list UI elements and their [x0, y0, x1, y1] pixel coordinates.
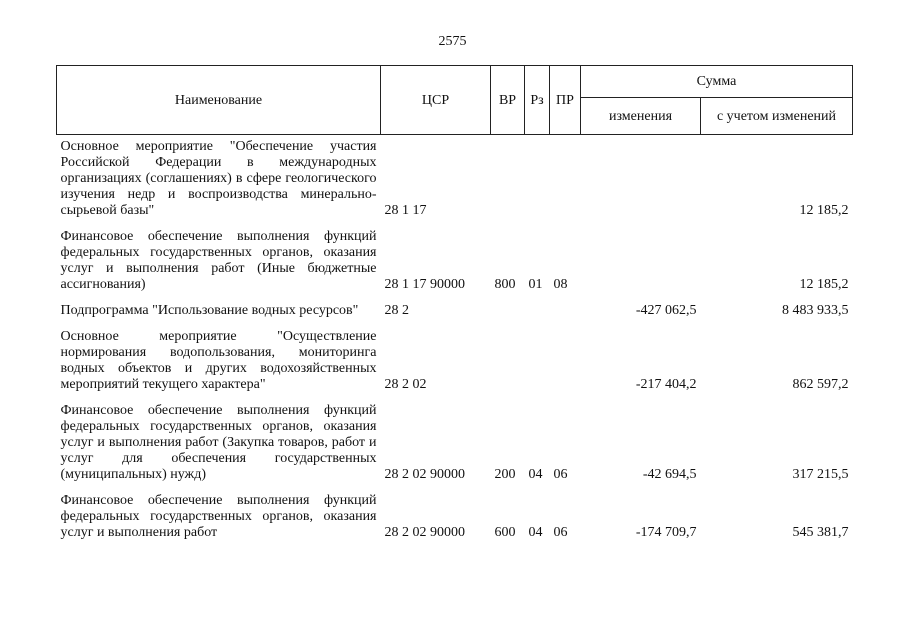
header-rz: Рз — [525, 66, 550, 135]
row-vr: 200 — [494, 467, 516, 482]
row-change: -174 709,7 — [635, 525, 697, 540]
row-rz: 04 — [528, 467, 543, 482]
table-header — [57, 66, 853, 135]
table-row — [57, 403, 853, 493]
table-row — [57, 229, 853, 303]
row-change — [581, 135, 701, 230]
table-row — [57, 493, 853, 551]
row-rz: 04 — [528, 525, 543, 540]
row-csr: 28 2 02 90000 — [384, 467, 465, 482]
page-number: 2575 — [438, 34, 467, 49]
row-pr: 06 — [553, 525, 568, 540]
row-vr: 800 — [494, 277, 516, 292]
row-pr — [550, 329, 581, 403]
row-rz — [525, 135, 550, 230]
table-body — [57, 135, 853, 552]
row-vr — [491, 329, 525, 403]
budget-table — [56, 65, 853, 551]
row-name: Финансовое обеспечение выполнения функций федеральных государственных органов, оказания услуг и выполнения работ (Иные бюджетные ассигнования) — [60, 229, 377, 292]
row-pr: 08 — [553, 277, 568, 292]
row-total: 12 185,2 — [799, 277, 849, 292]
row-rz — [525, 303, 550, 329]
row-name: Финансовое обеспечение выполнения функций федеральных государственных органов, оказания услуг и выполнения работ (Закупка товаров, работ и услуг для обеспечения государственных (муниципальных) нужд) — [60, 403, 377, 482]
table-row — [57, 329, 853, 403]
row-csr: 28 1 17 — [384, 203, 427, 218]
row-name: Основное мероприятие "Осуществление нормирования водопользования, мониторинга водных объектов и других водохозяйственных мероприятий текущего характера" — [60, 329, 377, 392]
row-vr — [491, 135, 525, 230]
row-total: 317 215,5 — [792, 467, 849, 482]
header-sum: Сумма — [581, 66, 853, 98]
table-row — [57, 303, 853, 329]
row-csr: 28 2 02 — [384, 377, 427, 392]
row-rz: 01 — [528, 277, 543, 292]
row-csr: 28 2 — [384, 303, 409, 318]
row-total: 545 381,7 — [792, 525, 849, 540]
row-vr — [491, 303, 525, 329]
header-pr: ПР — [550, 66, 581, 135]
row-total: 8 483 933,5 — [782, 303, 849, 318]
row-csr: 28 2 02 90000 — [384, 525, 465, 540]
header-name: Наименование — [57, 66, 381, 135]
row-change: -42 694,5 — [642, 467, 697, 482]
row-vr: 600 — [494, 525, 516, 540]
row-rz — [525, 329, 550, 403]
row-change — [581, 229, 701, 303]
row-total: 862 597,2 — [792, 377, 849, 392]
row-csr: 28 1 17 90000 — [384, 277, 465, 292]
header-total: с учетом изменений — [701, 98, 853, 135]
row-name: Подпрограмма "Использование водных ресурсов" — [60, 303, 359, 318]
row-name: Основное мероприятие "Обеспечение участия Российской Федерации в международных организациях (соглашениях) в сфере геологического изучения недр и воспроизводства минерально-сырьевой базы" — [60, 139, 377, 218]
header-vr: ВР — [491, 66, 525, 135]
row-change: -427 062,5 — [635, 303, 697, 318]
header-csr: ЦСР — [381, 66, 491, 135]
row-pr — [550, 303, 581, 329]
table-row — [57, 135, 853, 230]
header-change: изменения — [581, 98, 701, 135]
row-pr: 06 — [553, 467, 568, 482]
row-pr — [550, 135, 581, 230]
row-name: Финансовое обеспечение выполнения функций федеральных государственных органов, оказания услуг и выполнения работ — [60, 493, 377, 540]
row-change: -217 404,2 — [635, 377, 697, 392]
row-total: 12 185,2 — [799, 203, 849, 218]
